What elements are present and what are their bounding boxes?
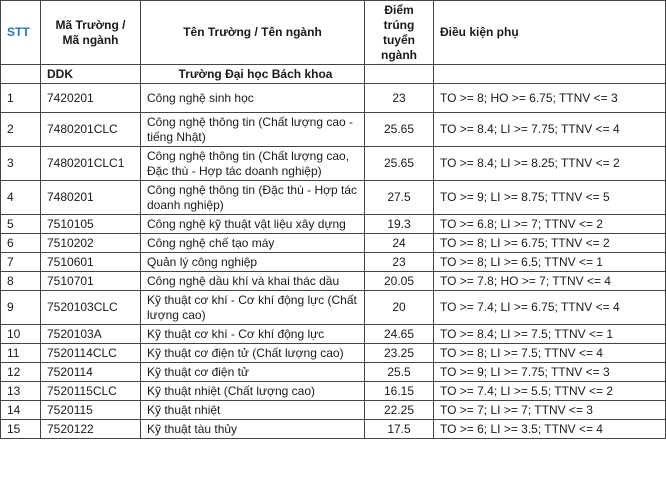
table-row [1,344,666,363]
row-score: 22.25 [365,401,434,420]
row-score: 23.25 [365,344,434,363]
row-code: 7510105 [41,215,141,234]
group-stt [1,65,41,84]
row-code: 7510701 [41,272,141,291]
row-name: Công nghệ sinh học [141,84,365,113]
row-score: 17.5 [365,420,434,439]
row-score: 16.15 [365,382,434,401]
group-score [365,65,434,84]
table-row [1,215,666,234]
row-score: 20 [365,291,434,325]
row-conditions: TO >= 8.4; LI >= 7.75; TTNV <= 4 [434,113,666,147]
table-row [1,363,666,382]
row-code: 7480201CLC [41,113,141,147]
row-stt: 6 [1,234,41,253]
header-conditions: Điều kiện phụ [434,1,666,65]
row-score: 24 [365,234,434,253]
row-score: 19.3 [365,215,434,234]
group-code: DDK [41,65,141,84]
row-score: 23 [365,84,434,113]
row-code: 7480201 [41,181,141,215]
row-stt: 4 [1,181,41,215]
row-conditions: TO >= 6; LI >= 3.5; TTNV <= 4 [434,420,666,439]
row-score: 24.65 [365,325,434,344]
row-score: 20.05 [365,272,434,291]
row-score: 27.5 [365,181,434,215]
row-conditions: TO >= 8; LI >= 7.5; TTNV <= 4 [434,344,666,363]
row-name: Công nghệ kỹ thuật vật liệu xây dựng [141,215,365,234]
group-name: Trường Đại học Bách khoa [141,65,365,84]
row-code: 7520103A [41,325,141,344]
row-name: Kỹ thuật nhiệt (Chất lượng cao) [141,382,365,401]
header-name: Tên Trường / Tên ngành [141,1,365,65]
row-stt: 10 [1,325,41,344]
table-row [1,291,666,325]
row-name: Công nghệ dầu khí và khai thác dầu [141,272,365,291]
row-name: Kỹ thuật nhiệt [141,401,365,420]
table-row [1,147,666,181]
group-conditions [434,65,666,84]
row-stt: 14 [1,401,41,420]
row-name: Công nghệ thông tin (Chất lượng cao - tiếng Nhật) [141,113,365,147]
table-row [1,84,666,113]
table-row [1,401,666,420]
table-row [1,181,666,215]
row-code: 7520103CLC [41,291,141,325]
row-conditions: TO >= 9; LI >= 7.75; TTNV <= 3 [434,363,666,382]
row-name: Công nghệ thông tin (Chất lượng cao, Đặc thù - Hợp tác doanh nghiệp) [141,147,365,181]
row-stt: 11 [1,344,41,363]
school-group-row [1,65,666,84]
row-stt: 9 [1,291,41,325]
row-code: 7480201CLC1 [41,147,141,181]
row-code: 7510601 [41,253,141,272]
row-name: Kỹ thuật cơ điện tử [141,363,365,382]
header-stt: STT [1,1,41,65]
row-stt: 5 [1,215,41,234]
row-score: 25.65 [365,147,434,181]
table-row [1,325,666,344]
row-stt: 2 [1,113,41,147]
table-row [1,272,666,291]
header-score: Điểm trúng tuyển ngành [365,1,434,65]
row-name: Công nghệ thông tin (Đặc thù - Hợp tác doanh nghiệp) [141,181,365,215]
row-stt: 8 [1,272,41,291]
row-conditions: TO >= 7; LI >= 7; TTNV <= 3 [434,401,666,420]
row-stt: 7 [1,253,41,272]
row-code: 7520115CLC [41,382,141,401]
row-code: 7520122 [41,420,141,439]
row-score: 25.5 [365,363,434,382]
row-conditions: TO >= 8; LI >= 6.5; TTNV <= 1 [434,253,666,272]
row-name: Kỹ thuật tàu thủy [141,420,365,439]
row-stt: 12 [1,363,41,382]
row-name: Kỹ thuật cơ khí - Cơ khí động lực [141,325,365,344]
table-row [1,253,666,272]
header-row [1,1,666,65]
table-row [1,234,666,253]
row-conditions: TO >= 8; HO >= 6.75; TTNV <= 3 [434,84,666,113]
table-row [1,420,666,439]
row-stt: 1 [1,84,41,113]
header-code: Mã Trường / Mã ngành [41,1,141,65]
row-conditions: TO >= 8; LI >= 6.75; TTNV <= 2 [434,234,666,253]
row-name: Công nghệ chế tạo máy [141,234,365,253]
row-code: 7510202 [41,234,141,253]
row-conditions: TO >= 8.4; LI >= 8.25; TTNV <= 2 [434,147,666,181]
row-stt: 15 [1,420,41,439]
row-name: Kỹ thuật cơ điện tử (Chất lượng cao) [141,344,365,363]
table-row [1,382,666,401]
row-conditions: TO >= 7.4; LI >= 6.75; TTNV <= 4 [434,291,666,325]
row-conditions: TO >= 9; LI >= 8.75; TTNV <= 5 [434,181,666,215]
row-score: 25.65 [365,113,434,147]
row-conditions: TO >= 8.4; LI >= 7.5; TTNV <= 1 [434,325,666,344]
row-code: 7520115 [41,401,141,420]
row-name: Quản lý công nghiệp [141,253,365,272]
row-stt: 13 [1,382,41,401]
row-conditions: TO >= 7.4; LI >= 5.5; TTNV <= 2 [434,382,666,401]
table-row [1,113,666,147]
row-stt: 3 [1,147,41,181]
row-code: 7520114 [41,363,141,382]
row-score: 23 [365,253,434,272]
row-name: Kỹ thuật cơ khí - Cơ khí động lực (Chất lượng cao) [141,291,365,325]
row-code: 7520114CLC [41,344,141,363]
row-code: 7420201 [41,84,141,113]
row-conditions: TO >= 6.8; LI >= 7; TTNV <= 2 [434,215,666,234]
row-conditions: TO >= 7.8; HO >= 7; TTNV <= 4 [434,272,666,291]
